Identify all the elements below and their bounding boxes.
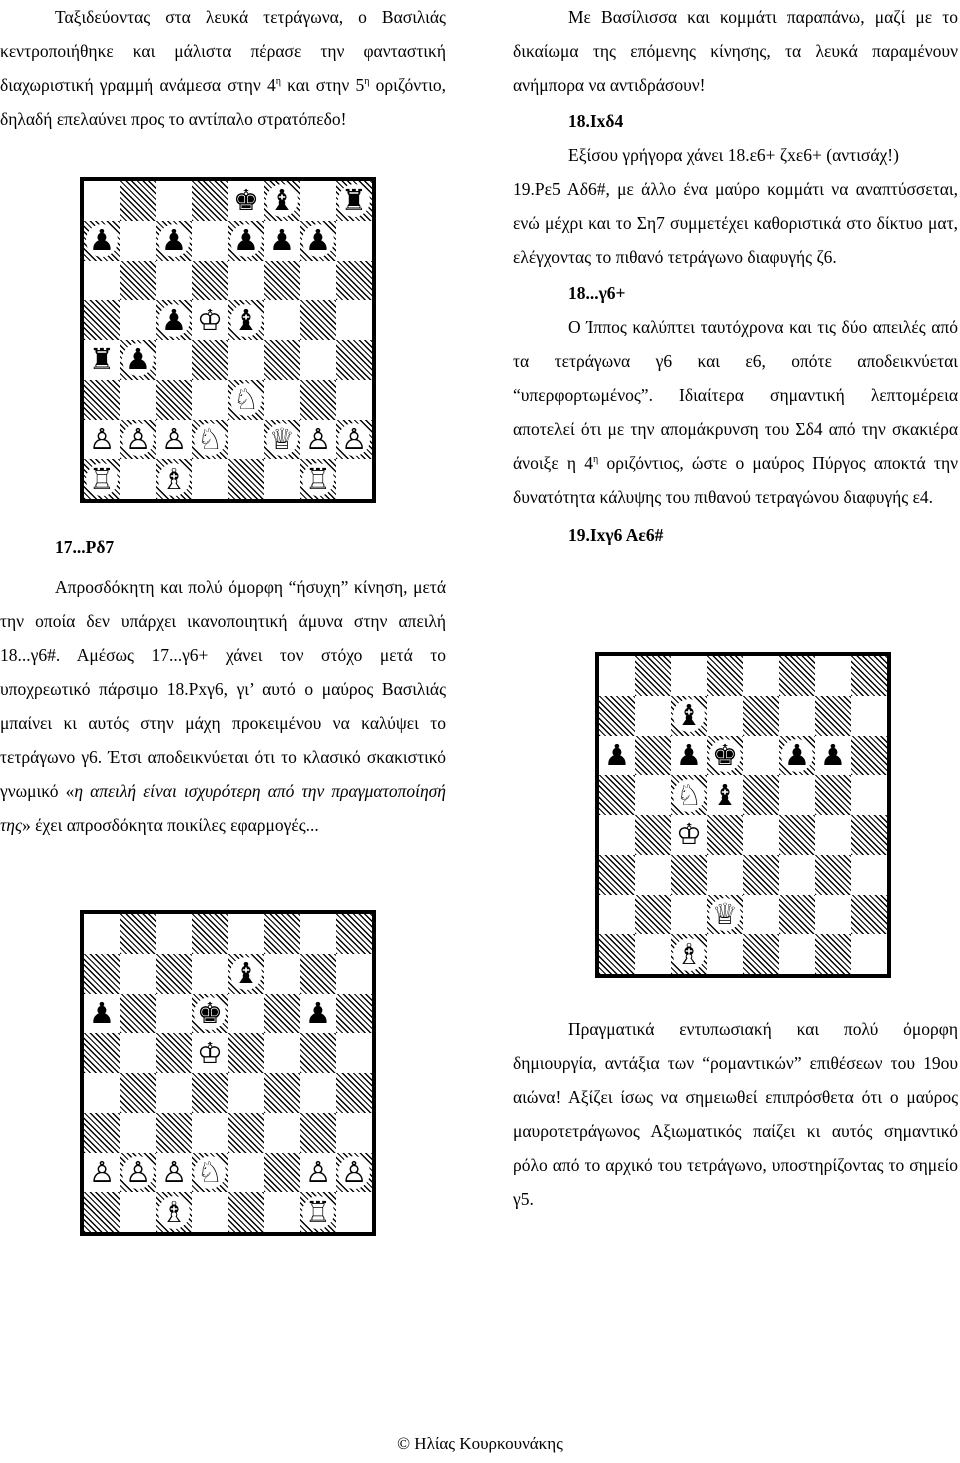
board-square [779,815,815,855]
black-pawn-icon: ♟ [161,223,187,258]
board-square [707,736,743,776]
board-square [264,954,300,994]
board-square [84,1113,120,1153]
board-square [851,934,887,974]
board-square [336,994,372,1034]
white-knight-icon: ♘ [197,1154,223,1189]
board-square [300,994,336,1034]
board-square [120,340,156,380]
board-square [228,459,264,499]
board-square [336,1033,372,1073]
board-square [815,736,851,776]
white-knight-icon: ♘ [233,382,259,417]
board-square [815,775,851,815]
board-square [120,221,156,261]
board-square [336,300,372,340]
board-square [228,954,264,994]
board-square [336,420,372,460]
board-square [228,221,264,261]
board-square [192,994,228,1034]
board-square [300,261,336,301]
board-square [228,1192,264,1232]
board-square [779,855,815,895]
board-square [671,736,707,776]
board-square [156,459,192,499]
board-square [635,895,671,935]
board-square [599,855,635,895]
black-pawn-icon: ♟ [820,737,846,772]
white-pawn-icon: ♙ [125,421,151,456]
board-square [120,1192,156,1232]
white-king-icon: ♔ [197,1035,223,1070]
board-square [84,300,120,340]
board-square [228,261,264,301]
white-pawn-icon: ♙ [161,1154,187,1189]
board-square [156,1113,192,1153]
board-square [156,954,192,994]
board-square [120,1073,156,1113]
white-bishop-icon: ♗ [161,461,187,496]
board-square [120,300,156,340]
board-square [84,994,120,1034]
board-square [635,855,671,895]
board-square [599,934,635,974]
board-square [300,340,336,380]
board-square [156,1073,192,1113]
board-square [192,221,228,261]
board-square [336,914,372,954]
board-square [264,1113,300,1153]
board-square [84,914,120,954]
board-square [671,656,707,696]
board-square [336,221,372,261]
board-square [599,656,635,696]
board-square [192,261,228,301]
board-square [635,656,671,696]
board-square [228,420,264,460]
board-square [84,1153,120,1193]
board-square [779,656,815,696]
white-knight-icon: ♘ [676,777,702,812]
board-square [264,914,300,954]
board-square [228,914,264,954]
board-square [156,261,192,301]
black-pawn-icon: ♟ [89,995,115,1030]
board-square [156,1192,192,1232]
board-square [671,696,707,736]
board-square [264,459,300,499]
board-square [192,380,228,420]
board-square [300,380,336,420]
move-18b: 18...γ6+ [568,283,626,303]
board-square [84,340,120,380]
board-square [779,934,815,974]
paragraph-2: Εξίσου γρήγορα χάνει 18.ε6+ ζxε6+ (αντισάχ!) [568,145,899,165]
black-pawn-icon: ♟ [89,223,115,258]
board-square [851,895,887,935]
white-rook-icon: ♖ [305,461,331,496]
black-rook-icon: ♜ [341,183,367,218]
white-queen-icon: ♕ [712,896,738,931]
white-bishop-icon: ♗ [161,1194,187,1229]
board-square [707,815,743,855]
move-19: 19.Ιxγ6 Αε6# [568,525,664,545]
board-square [743,775,779,815]
white-pawn-icon: ♙ [89,1154,115,1189]
board-square [192,181,228,221]
intro-paragraph: Ταξιδεύοντας στα λευκά τετράγωνα, ο Βασιλιάς κεντροποιήθηκε και μάλιστα πέρασε την φανταστική διαχωριστική γραμμή ανάμεσα στην $4^\eta$ και στην $5^\eta$ οριζόντιο, δηλαδή επελαύνει προς το αντίπαλο στρατόπεδο! [0,7,446,129]
board-square [743,934,779,974]
chess-diagram-1 [80,177,376,503]
board-square [228,1153,264,1193]
board-square [599,736,635,776]
board-square [336,261,372,301]
board-square [228,1113,264,1153]
board-square [192,914,228,954]
board-square [192,300,228,340]
board-square [264,420,300,460]
board-square [120,1153,156,1193]
white-bishop-icon: ♗ [676,936,702,971]
board-square [264,994,300,1034]
board-square [84,459,120,499]
board-square [851,656,887,696]
board-square [228,994,264,1034]
board-square [779,736,815,776]
board-square [84,380,120,420]
black-bishop-icon: ♝ [712,777,738,812]
board-square [84,954,120,994]
white-knight-icon: ♘ [197,421,223,456]
white-queen-icon: ♕ [269,421,295,456]
board-square [671,934,707,974]
white-pawn-icon: ♙ [341,421,367,456]
chess-diagram-3 [595,652,891,978]
board-square [707,775,743,815]
board-square [84,1033,120,1073]
board-square [156,994,192,1034]
black-king-icon: ♚ [233,183,259,218]
board-square [779,696,815,736]
board-square [300,914,336,954]
board-square [743,895,779,935]
board-square [815,934,851,974]
left-column [0,0,446,136]
white-pawn-icon: ♙ [125,1154,151,1189]
board-square [300,459,336,499]
board-square [120,954,156,994]
board-square [192,1113,228,1153]
board-square [336,1113,372,1153]
white-rook-icon: ♖ [89,461,115,496]
board-square [156,1033,192,1073]
board-square [264,300,300,340]
board-square [264,1153,300,1193]
board-square [264,380,300,420]
board-square [779,775,815,815]
board-square [120,459,156,499]
board-square [300,1192,336,1232]
paragraph-5: Πραγματικά εντυπωσιακή και πολύ όμορφη δημιουργία, αντάξια των “ρομαντικών” επιθέσεων του 19ου αιώνα! Αξίζει ίσως να σημειωθεί επιπρόσθετα ότι ο μαύρος μαυροτετράγωνος Αξιωματικός παίζει κι αυτός σημαντικό ρόλο από το αρχικό του τετράγωνο, υποστηρίζοντας το σημείο γ5. [513,1019,958,1209]
board-square [336,1073,372,1113]
black-rook-icon: ♜ [89,342,115,377]
right-column-lower [513,1012,958,1216]
black-king-icon: ♚ [712,737,738,772]
board-square [300,181,336,221]
board-square [743,815,779,855]
board-square [599,696,635,736]
black-bishop-icon: ♝ [269,183,295,218]
board-square [635,775,671,815]
board-square [707,934,743,974]
black-pawn-icon: ♟ [784,737,810,772]
black-pawn-icon: ♟ [604,737,630,772]
white-pawn-icon: ♙ [161,421,187,456]
board-square [815,656,851,696]
board-square [192,459,228,499]
right-column [513,0,958,552]
board-square [120,1033,156,1073]
board-square [120,261,156,301]
board-square [743,656,779,696]
board-square [707,895,743,935]
board-square [264,1192,300,1232]
board-square [84,420,120,460]
board-square [743,696,779,736]
black-king-icon: ♚ [197,995,223,1030]
board-square [671,775,707,815]
board-square [300,221,336,261]
board-square [84,1073,120,1113]
board-square [336,181,372,221]
board-square [84,261,120,301]
board-square [743,855,779,895]
board-square [120,420,156,460]
paragraph-1: Με Βασίλισσα και κομμάτι παραπάνω, μαζί με το δικαίωμα της επόμενης κίνησης, τα λευκά παραμένουν ανήμπορα να αντιδράσουν! [513,7,958,95]
board-square [156,340,192,380]
board-square [228,300,264,340]
board-square [707,656,743,696]
white-pawn-icon: ♙ [341,1154,367,1189]
paragraph-4: Ο Ίππος καλύπτει ταυτόχρονα και τις δύο απειλές από τα τετράγωνα γ6 και ε6, οπότε αποδεικνύεται “υπερφορτωμένος”. Ιδιαίτερα σημαντική λεπτομέρεια αποτελεί ότι με την απομάκρυνση του Σδ4 από την σκακιέρα άνοιξε η $4^\eta$ οριζόντιος, ώστε ο μαύρος Πύργος αποκτά την δυνατότητα κάλυψης του πιθανού τετραγώνου διαφυγής ε4. [513,317,959,507]
white-king-icon: ♔ [676,817,702,852]
board-square [120,181,156,221]
move-18: 18.Ιxδ4 [568,111,624,131]
board-square [156,380,192,420]
board-square [336,954,372,994]
board-square [851,736,887,776]
board-square [779,895,815,935]
black-pawn-icon: ♟ [125,342,151,377]
board-square [156,221,192,261]
board-square [264,1073,300,1113]
board-square [815,815,851,855]
black-pawn-icon: ♟ [676,737,702,772]
black-pawn-icon: ♟ [233,223,259,258]
commentary-17: Απροσδόκητη και πολύ όμορφη “ήσυχη” κίνηση, μετά την οποία δεν υπάρχει ικανοποιητική άμυνα στην απειλή 18...γ6#. Αμέσως 17...γ6+ χάνει τον στόχο μετά το υποχρεωτικό πάρσιμο 18.Ρxγ6, γι’ αυτό ο μαύρος Βασιλιάς μπαίνει κι αυτός στην μάχη προκειμένου να καλύψει το τετράγωνο γ6. Έτσι αποδεικνύεται ότι το κλασικό σκακιστικό γνωμικό «η απειλή είναι ισχυρότερη από την πραγματοποίησή της» έχει απροσδόκητα ποικίλες εφαρμογές... [0,577,447,835]
white-king-icon: ♔ [197,302,223,337]
black-bishop-icon: ♝ [676,698,702,733]
board-square [300,1033,336,1073]
board-square [336,380,372,420]
board-square [815,696,851,736]
board-square [264,181,300,221]
board-square [192,340,228,380]
board-square [851,855,887,895]
black-pawn-icon: ♟ [305,223,331,258]
board-square [156,420,192,460]
board-square [84,221,120,261]
board-square [851,815,887,855]
board-square [156,914,192,954]
board-square [156,181,192,221]
board-square [228,380,264,420]
board-square [300,1153,336,1193]
board-square [336,1192,372,1232]
board-square [264,221,300,261]
board-square [707,696,743,736]
board-square [707,855,743,895]
board-square [156,1153,192,1193]
board-square [336,340,372,380]
board-square [228,1033,264,1073]
white-pawn-icon: ♙ [305,1154,331,1189]
white-pawn-icon: ♙ [89,421,115,456]
board-square [120,994,156,1034]
board-square [192,420,228,460]
board-square [120,1113,156,1153]
board-square [228,181,264,221]
board-square [120,914,156,954]
board-square [192,1153,228,1193]
chess-diagram-2 [80,910,376,1236]
board-square [671,815,707,855]
paragraph-3: 19.Ρε5 Αδ6#, με άλλο ένα μαύρο κομμάτι να αναπτύσσεται, ενώ μέχρι και το Ση7 συμμετέχει καθοριστικά στο δίκτυο ματ, ελέγχοντας το πιθανό τετράγωνο διαφυγής ζ6. [513,179,958,267]
left-column-lower [0,530,446,842]
board-square [635,934,671,974]
black-pawn-icon: ♟ [161,302,187,337]
board-square [336,459,372,499]
board-square [228,1073,264,1113]
board-square [264,261,300,301]
board-square [300,1113,336,1153]
board-square [264,340,300,380]
board-square [599,895,635,935]
black-bishop-icon: ♝ [233,302,259,337]
board-square [815,855,851,895]
board-square [156,300,192,340]
board-square [300,420,336,460]
board-square [192,1033,228,1073]
board-square [815,895,851,935]
board-square [192,954,228,994]
move-17: 17...Ρδ7 [55,537,115,557]
board-square [635,736,671,776]
board-square [300,300,336,340]
board-square [635,696,671,736]
board-square [635,815,671,855]
black-bishop-icon: ♝ [233,956,259,991]
board-square [599,815,635,855]
board-square [300,954,336,994]
board-square [743,736,779,776]
board-square [192,1192,228,1232]
copyright-footer: © Ηλίας Κουρκουνάκης [397,1434,563,1453]
white-pawn-icon: ♙ [305,421,331,456]
board-square [300,1073,336,1113]
board-square [228,340,264,380]
board-square [84,181,120,221]
board-square [599,775,635,815]
board-square [84,1192,120,1232]
board-square [671,855,707,895]
board-square [192,1073,228,1113]
board-square [264,1033,300,1073]
black-pawn-icon: ♟ [305,995,331,1030]
board-square [120,380,156,420]
board-square [851,696,887,736]
board-square [671,895,707,935]
white-rook-icon: ♖ [305,1194,331,1229]
board-square [336,1153,372,1193]
black-pawn-icon: ♟ [269,223,295,258]
board-square [851,775,887,815]
